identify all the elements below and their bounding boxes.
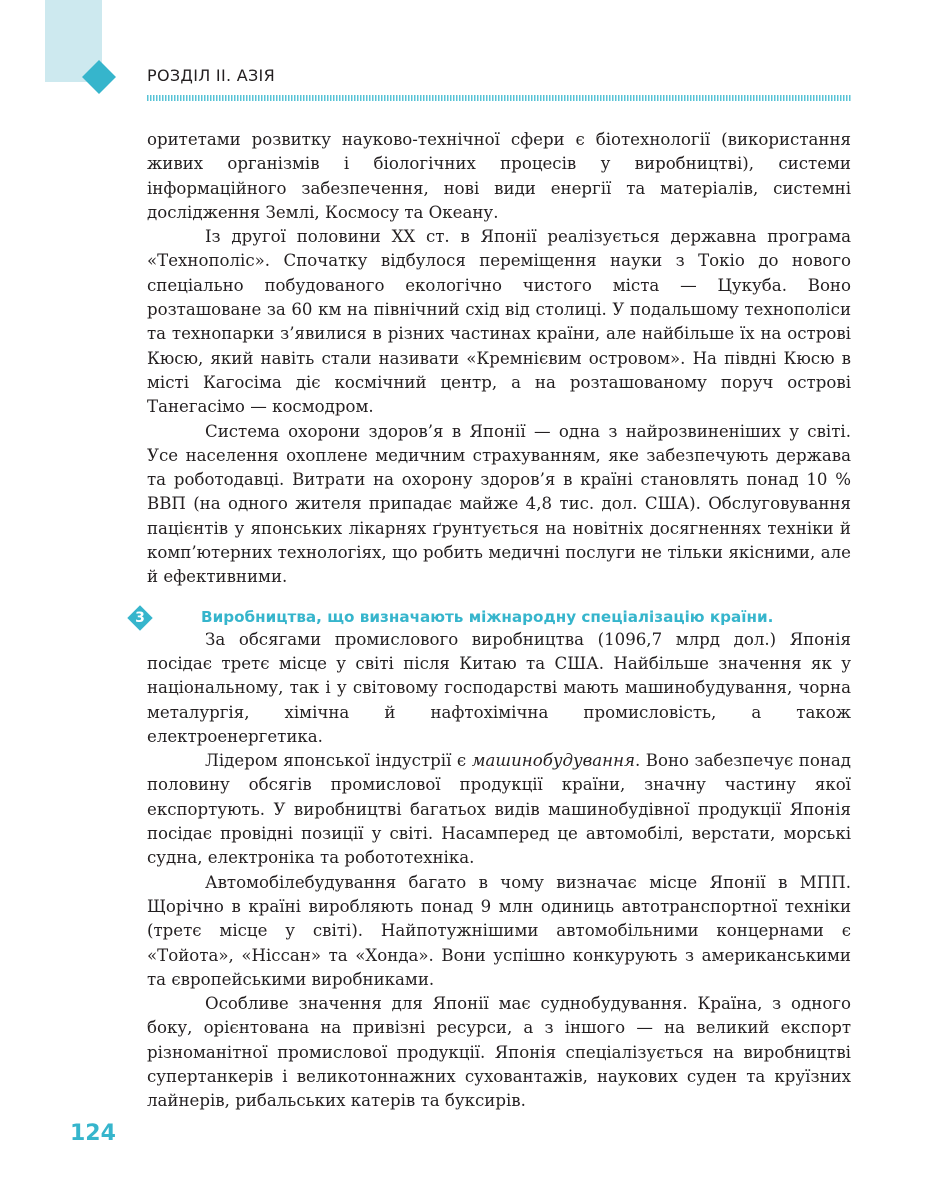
page-number: 124 bbox=[70, 1121, 116, 1146]
section-3-heading-row bbox=[135, 606, 851, 628]
page-content bbox=[135, 128, 851, 1114]
header-dotted-rule bbox=[147, 95, 851, 101]
paragraph-6: Автомобілебудування багато в чому визначає місце Японії в МПП. Щорічно в країні виробляють понад 9 млн одиниць автотранспортної техніки (третє місце у світі). Найпотужнішими автомобільними концернами є «Тойота», «Ніссан» та «Хонда». Вони успішно конкурують з американськими та європейськими виробниками. bbox=[147, 872, 851, 989]
paragraph-5 bbox=[147, 749, 851, 870]
section-title: РОЗДІЛ ІІ. АЗІЯ bbox=[147, 66, 275, 85]
paragraph-3: Система охорони здоров’я в Японії — одна з найрозвиненіших у світі. Усе населення охоплене медичним страхуванням, яке забезпечують держава та роботодавці. Витрати на охорону здоров’я в країні становлять понад 10 % ВВП (на одного жителя припадає майже 4,8 тис. дол. США). Обслуговування пацієнтів у японських лікарнях ґрунтується на новітніх досягненнях техніки й комп’ютерних технологіях, що робить медичні послуги не тільки якісними, але й ефективними. bbox=[147, 421, 851, 587]
section-number: 3 bbox=[135, 609, 145, 626]
paragraph-5-start: Лідером японської індустрії є bbox=[205, 751, 472, 771]
paragraph-4: За обсягами промислового виробництва (1096,7 млрд дол.) Японія посідає третє місце у світі після Китаю та США. Найбільше значення як у національному, так і у світовому господарстві мають машинобудування, чорна металургія, хімічна й нафтохімічна промисловість, а також електроенергетика. bbox=[147, 629, 851, 746]
paragraph-1: оритетами розвитку науково-технічної сфери є біотехнології (використання живих організмів і біологічних процесів у виробництві), системи інформаційного забезпечення, нові види енергії та матеріалів, системні дослідження Землі, Космосу та Океану. bbox=[147, 130, 851, 222]
paragraph-5-end: . Воно забезпечує понад половину обсягів промислової продукції країни, значну частину якої експортують. У виробництві багатьох видів машинобудівної продукції Японія посідає провідні позиції у світі. Насамперед це автомобілі, верстати, морські судна, електроніка та робототехніка. bbox=[147, 751, 851, 868]
paragraph-7: Особливе значення для Японії має суднобудування. Країна, з одного боку, орієнтована на привізні ресурси, а з іншого — на великий експорт різноманітної промислової продукції. Японія спеціалізується на виробництві супертанкерів і великотоннажних суховантажів, наукових суден та круїзних лайнерів, рибальських катерів та буксирів. bbox=[147, 994, 851, 1111]
section-number-badge bbox=[127, 605, 153, 631]
paragraph-2: Із другої половини XX ст. в Японії реалізується державна програма «Технополіс». Спочатку відбулося переміщення науки з Токіо до нового спеціально побудованого екологічно чистого міста — Цукуба. Воно розташоване за 60 км на північний схід від столиці. У подальшому технополіси та технопарки з’явилися в різних частинах країни, але найбільше їх на острові Кюсю, який навіть стали називати «Кремнієвим островом». На півдні Кюсю в місті Кагосіма діє космічний центр, а на розташованому поруч острові Танегасімо — космодром. bbox=[147, 227, 851, 417]
section-3-heading: Виробництва, що визначають міжнародну спеціалізацію країни. bbox=[201, 607, 774, 626]
emphasis-term: машинобудування bbox=[471, 751, 635, 771]
